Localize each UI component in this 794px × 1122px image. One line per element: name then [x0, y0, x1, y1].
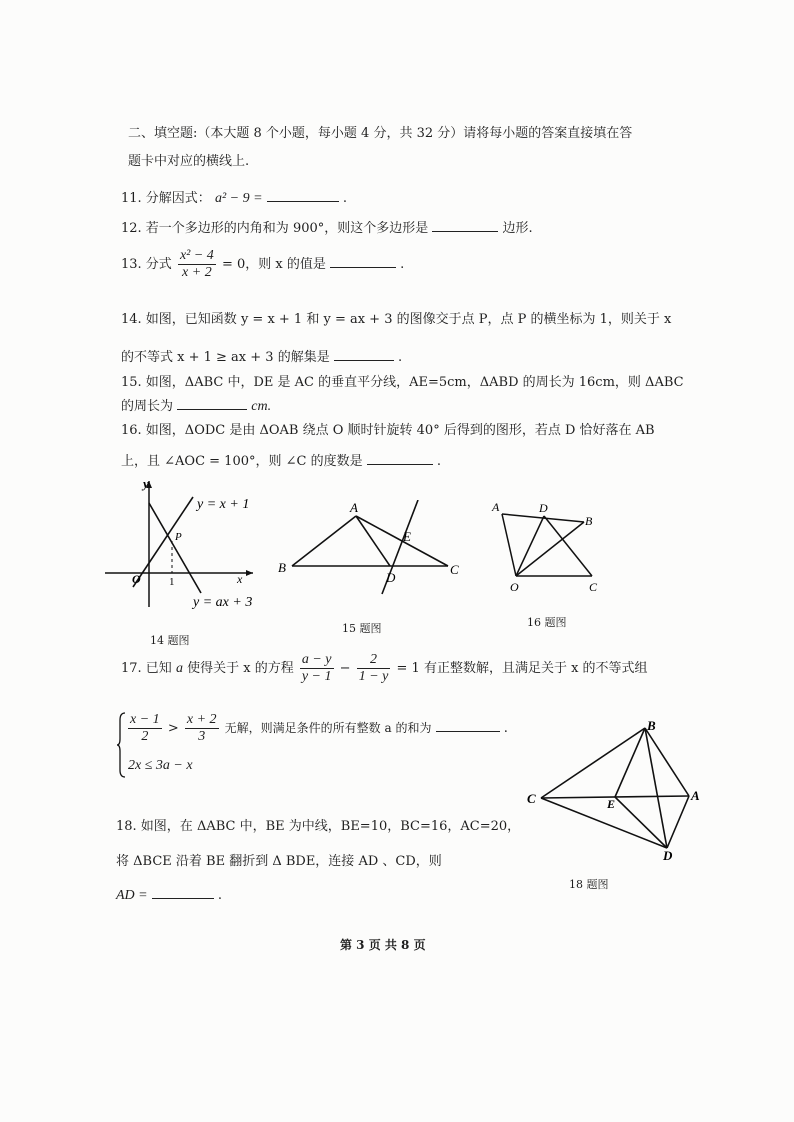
q17-minus: −	[339, 661, 351, 676]
q17-tail-end: .	[503, 721, 508, 736]
q13-denominator: x + 2	[182, 265, 212, 280]
q13-fraction	[178, 248, 216, 281]
q17-f2-numerator: 2	[357, 652, 391, 669]
q16-text: 上，且 ∠AOC = 100°，则 ∠C 的度数是	[121, 454, 363, 469]
fig14-x-arrow	[246, 570, 253, 576]
q14-text: 的不等式 x + 1 ≥ ax + 3 的解集是	[121, 350, 330, 365]
q18-answer-blank	[152, 886, 214, 899]
question-15-cont	[121, 395, 271, 415]
q17-ineq1-left-num: x − 1	[130, 712, 160, 727]
question-14: 14. 如图，已知函数 y = x + 1 和 y = ax + 3 的图像交于点 P，点 P 的横坐标为 1，则关于 x	[121, 312, 672, 327]
q17-inequality-1	[126, 712, 508, 745]
q13-suffix: .	[400, 257, 405, 272]
q17-tail: 无解，则满足条件的所有整数 a 的和为	[224, 721, 432, 735]
question-18-answer-line	[116, 886, 222, 904]
q17-f2-denominator: 1 − y	[358, 669, 389, 684]
fig18-label-b: B	[647, 718, 656, 733]
fig16-label-d: D	[539, 501, 548, 515]
q17-f1-denominator: y − 1	[301, 669, 332, 684]
q13-numerator: x² − 4	[179, 248, 214, 263]
figure-16	[488, 498, 608, 602]
q11-suffix: .	[342, 191, 347, 206]
fig18-label-d: D	[663, 848, 673, 863]
fig14-line-ax-plus-3	[149, 503, 201, 593]
fig16-label-b: B	[585, 514, 593, 528]
figure-14-caption: 14 题图	[150, 634, 190, 647]
figure-18-caption: 18 题图	[569, 878, 609, 891]
figure-16-caption: 16 题图	[527, 616, 567, 629]
q18-tail: .	[217, 888, 223, 903]
fig14-label-1: 1	[169, 576, 175, 588]
q15-answer-blank	[177, 397, 247, 410]
fig15-label-a: A	[350, 500, 358, 515]
fig18-segment-ad	[667, 796, 689, 848]
figure-15	[278, 500, 468, 604]
q12-tail: 边形.	[502, 221, 533, 236]
q17-f1-numerator: a − y	[301, 652, 332, 667]
q12-answer-blank	[432, 219, 498, 232]
q17-text-c: = 1 有正整数解，且满足关于 x 的不等式组	[396, 661, 648, 676]
q17-answer-blank	[436, 719, 500, 732]
q13-answer-blank	[330, 255, 396, 268]
question-12	[121, 217, 533, 236]
q14-tail: .	[397, 350, 403, 365]
fig15-label-b: B	[278, 560, 286, 575]
page-footer: 第 3 页 共 8 页	[340, 938, 426, 952]
q16-tail: .	[436, 454, 442, 469]
fig15-label-e: E	[403, 529, 411, 544]
q11-expression: a² − 9 =	[214, 191, 263, 206]
q17-fraction-2	[357, 652, 391, 685]
q17-ineq1-right-den: 3	[198, 729, 206, 744]
section-heading-cont: 题卡中对应的横线上.	[128, 154, 250, 169]
q17-text-a: 17. 已知	[121, 661, 172, 676]
q17-ineq1-op: >	[167, 721, 179, 736]
q11-answer-blank	[267, 189, 339, 202]
q15-unit: cm.	[251, 399, 272, 414]
fig15-segment-ad	[356, 516, 390, 566]
fig14-label-p: P	[175, 531, 182, 543]
fig15-segment-ab	[292, 516, 356, 566]
fig16-segment-ob	[516, 522, 584, 576]
q13-mid: = 0，则 x 的值是	[221, 257, 326, 272]
fig15-label-d: D	[386, 570, 396, 585]
question-14-cont	[121, 346, 402, 365]
figure-15-caption: 15 题图	[342, 622, 382, 635]
fig14-label-o: O	[132, 572, 141, 586]
question-18-cont: 将 ΔBCE 沿着 BE 翻折到 Δ BDE，连接 AD 、CD，则	[116, 854, 442, 869]
q17-ineq1-right-num: x + 2	[186, 712, 217, 727]
q17-ineq1-left	[128, 712, 162, 745]
q14-answer-blank	[334, 348, 394, 361]
q16-answer-blank	[367, 452, 433, 465]
question-17	[121, 652, 648, 685]
fig14-label-x: x	[237, 572, 243, 586]
fig15-label-c: C	[450, 562, 459, 577]
fig14-label-line2: y = ax + 3	[193, 595, 253, 610]
q17-brace	[116, 712, 126, 778]
fig18-label-e: E	[607, 797, 616, 811]
fig16-segment-od	[516, 516, 544, 576]
question-16: 16. 如图，ΔODC 是由 ΔOAB 绕点 O 顺时针旋转 40° 后得到的图形，若点 D 恰好落在 AB	[121, 423, 655, 438]
q11-prefix: 11. 分解因式：	[121, 191, 211, 206]
fig16-label-o: O	[510, 580, 519, 594]
question-11	[121, 187, 347, 207]
question-16-cont	[121, 450, 441, 469]
fig18-label-a: A	[691, 788, 700, 803]
q17-fraction-1	[300, 652, 334, 685]
fig16-segment-ao	[502, 514, 516, 576]
q15-text: 的周长为	[121, 399, 174, 414]
fig14-label-line1: y = x + 1	[197, 497, 250, 512]
fig16-label-a: A	[492, 500, 500, 514]
question-15: 15. 如图，ΔABC 中，DE 是 AC 的垂直平分线，AE=5cm，ΔABD 的周长为 16cm，则 ΔABC	[121, 375, 684, 390]
q17-ineq1-right	[185, 712, 219, 745]
fig18-label-c: C	[527, 791, 536, 806]
fig14-label-y: y	[143, 476, 149, 491]
question-18: 18. 如图，在 ΔABC 中，BE 为中线，BE=10，BC=16，AC=20，	[116, 819, 521, 834]
figure-14	[105, 475, 270, 619]
q12-text: 12. 若一个多边形的内角和为 900°，则这个多边形是	[121, 221, 429, 236]
q17-inequality-2: 2x ≤ 3a − x	[128, 758, 193, 773]
question-13	[121, 248, 404, 281]
figure-18	[527, 716, 707, 870]
fig16-label-c: C	[589, 580, 598, 594]
q18-ad-label: AD =	[116, 888, 148, 903]
fig18-segment-cd	[541, 798, 667, 848]
q17-var-a: a	[175, 661, 183, 676]
q13-prefix: 13. 分式	[121, 257, 172, 272]
section-heading: 二、填空题:（本大题 8 个小题，每小题 4 分，共 32 分）请将每小题的答案直接填在答	[128, 126, 633, 141]
q17-text-b: 使得关于 x 的方程	[187, 661, 294, 676]
q17-ineq1-left-den: 2	[141, 729, 149, 744]
